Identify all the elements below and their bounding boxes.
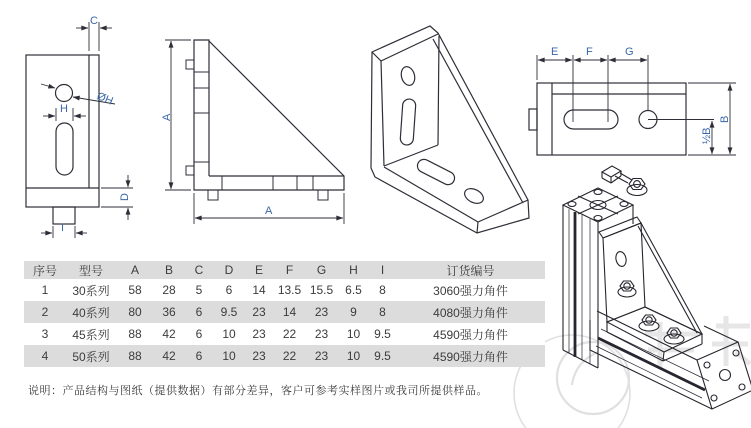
table-cell: 9.5 [374, 327, 391, 341]
table-cell: 6 [225, 283, 233, 297]
front-round-hole [56, 85, 73, 102]
vertical-extrusion [563, 188, 633, 368]
table-cell: 9.5 [374, 349, 391, 363]
isometric-view-drawing [371, 26, 529, 233]
table-cell: 88 [128, 349, 142, 363]
iso-outline [371, 26, 529, 233]
spec-table-body [24, 279, 545, 367]
table-cell: 40系列 [72, 305, 110, 320]
table-cell: 23 [252, 305, 266, 319]
dim-label-a-horizontal: A [265, 205, 273, 217]
dim-label-d: D [119, 193, 131, 201]
table-cell: 22 [282, 349, 297, 363]
table-cell: 45系列 [72, 327, 110, 342]
table-cell: 8 [379, 283, 386, 297]
dim-label-b: B [719, 115, 731, 123]
column-header: I [380, 263, 385, 277]
column-header: 序号 [32, 263, 57, 278]
table-cell: 6 [195, 327, 203, 341]
table-cell: 30系列 [72, 283, 110, 298]
column-header: G [316, 263, 327, 277]
table-cell: 13.5 [277, 283, 302, 297]
table-cell: 6.5 [345, 283, 362, 297]
table-cell: 10 [222, 327, 236, 341]
table-cell: 10 [222, 349, 236, 363]
table-cell: 9 [350, 305, 357, 319]
table-cell: 23 [252, 349, 266, 363]
table-cell: 22 [282, 327, 297, 341]
table-cell: 15.5 [309, 283, 334, 297]
table-cell: 36 [162, 305, 176, 319]
assembly-bracket [599, 217, 702, 361]
table-cell: 23 [252, 327, 266, 341]
iso-base-hole [462, 186, 486, 207]
table-cell: 42 [162, 349, 176, 363]
top-slot-hole [564, 110, 618, 129]
table-cell: 2 [41, 305, 49, 319]
table-cell: 42 [162, 327, 176, 341]
side-view-drawing [161, 40, 344, 224]
table-cell: 50系列 [72, 349, 110, 364]
column-header: 订货编号 [446, 263, 495, 278]
side-dimensions [165, 40, 344, 224]
table-cell: 4080强力角件 [433, 305, 508, 320]
spec-table-header-row [24, 261, 545, 279]
table-cell: 10 [346, 327, 361, 341]
table-cell: 80 [128, 305, 142, 319]
table-cell: 3 [41, 327, 49, 341]
spec-table [24, 261, 545, 367]
column-header: H [349, 263, 358, 277]
side-outline [194, 40, 344, 190]
table-cell: 23 [314, 305, 329, 319]
table-cell: 14 [282, 305, 297, 319]
assembly-view-drawing [563, 166, 751, 409]
table-row [24, 301, 545, 323]
table-cell: 5 [195, 283, 203, 297]
table-cell: 58 [128, 283, 142, 297]
watermark-logo [514, 316, 750, 428]
dim-label-a-vertical: A [161, 113, 173, 121]
table-cell: 4590强力角件 [433, 349, 508, 364]
front-view-drawing [26, 15, 133, 238]
table-cell: 10 [346, 349, 361, 363]
table-cell: 1 [41, 283, 49, 297]
column-header: C [194, 263, 204, 277]
table-row [24, 279, 545, 301]
table-cell: 3060强力角件 [433, 283, 508, 298]
table-cell: 6 [195, 349, 203, 363]
front-slot-hole [56, 123, 73, 175]
table-cell: 6 [195, 305, 203, 319]
top-view-drawing [529, 46, 736, 155]
table-cell: 23 [314, 327, 329, 341]
dim-label-i: I [61, 222, 65, 234]
iso-plate-hole [399, 65, 416, 87]
dim-label-dia-h: ØH [94, 90, 115, 108]
top-left-tab [529, 109, 537, 130]
table-cell: 23 [314, 349, 329, 363]
table-cell: 28 [162, 283, 176, 297]
column-header: F [285, 263, 294, 277]
t-bolt-and-nut [602, 166, 647, 196]
column-header: A [130, 263, 139, 277]
dim-label-e: E [551, 46, 559, 58]
column-header: 型号 [78, 263, 103, 278]
column-header: E [254, 263, 263, 277]
table-cell: 9.5 [220, 305, 238, 319]
iso-plate-slot [400, 99, 416, 146]
table-cell: 88 [128, 327, 142, 341]
dim-label-half-b: ½B [701, 127, 713, 144]
table-row [24, 345, 545, 367]
table-cell: 4590强力角件 [433, 327, 508, 342]
note-text: 说明：产品结构与图纸（提供数据）有部分差异，客户可参考实样图片或我司所提供样品。 [28, 385, 488, 397]
table-cell: 8 [379, 305, 386, 319]
dim-label-f: F [586, 46, 593, 58]
iso-base-slot [415, 157, 457, 187]
dim-label-g: G [625, 46, 634, 58]
dim-label-c: C [90, 15, 98, 27]
column-header: B [164, 263, 173, 277]
table-row [24, 323, 545, 345]
table-cell: 14 [252, 283, 266, 297]
column-header: D [224, 263, 234, 277]
front-body-outline [26, 55, 99, 207]
dim-label-h: H [60, 103, 68, 115]
table-cell: 4 [41, 349, 49, 363]
